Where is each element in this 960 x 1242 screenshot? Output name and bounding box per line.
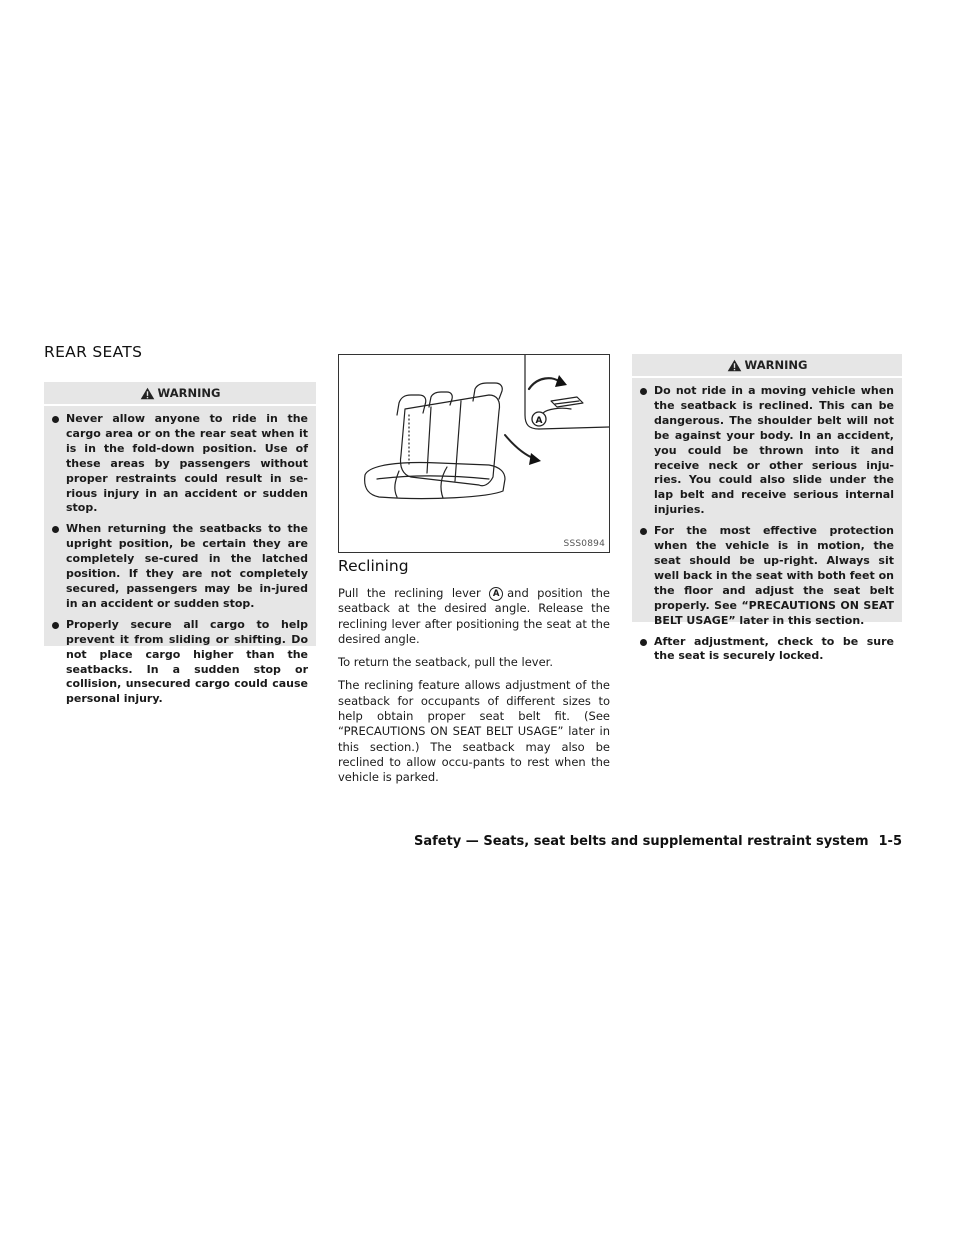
warning-item: Properly secure all cargo to help prevent it from sliding or shifting. Do not place cargo higher than the seatbacks. In a sudden stop or collision, unsecured cargo could cause personal injury. [50, 618, 308, 707]
warning-item: For the most effective protection when the vehicle is in motion, the seat should be up-right. Always sit well back in the seat with both feet on the floor and adjust the seat belt properly. See “PRECAUTIONS ON SEAT BELT USAGE” later in this section. [638, 524, 894, 628]
paragraph: The reclining feature allows adjustment of the seatback for occupants of different sizes to help obtain proper seat belt fit. (See “PRECAUTIONS ON SEAT BELT USAGE” later in this section.) The seatback may also be reclined to allow occu-pants to rest when the vehicle is parked. [338, 678, 610, 785]
warning-box-reclining [632, 354, 902, 663]
warning-box-rear-seats [44, 382, 316, 706]
bullet-icon [52, 526, 59, 533]
warning-item: After adjustment, check to be sure the seat is securely locked. [638, 635, 894, 665]
section-title: REAR SEATS [44, 343, 143, 361]
warning-heading [632, 354, 902, 376]
warning-list [632, 378, 902, 672]
reclining-text [338, 586, 610, 794]
warning-heading [44, 382, 316, 404]
footer-text: Safety — Seats, seat belts and supplemental restraint system [413, 834, 869, 849]
bullet-icon [640, 388, 647, 395]
bullet-icon [640, 528, 647, 535]
page-footer [414, 834, 902, 849]
warning-item: Never allow anyone to ride in the cargo area or on the rear seat when it is in the fold-down position. Use of these areas by passengers without proper restraints could result in se-rious injury in an accident or sudden stop. [50, 412, 308, 516]
paragraph: Pull the reclining lever A and position the seatback at the desired angle. Release the reclining lever after positioning the seat at the desired angle. [338, 586, 610, 646]
warning-heading-label: WARNING [744, 358, 808, 372]
figure-code: SSS0894 [563, 539, 605, 549]
warning-heading-label: WARNING [157, 386, 221, 400]
page-number: 1-5 [878, 834, 902, 849]
bullet-icon [52, 622, 59, 629]
warning-list [44, 406, 316, 715]
warning-item: Do not ride in a moving vehicle when the seatback is reclined. This can be dangerous. The shoulder belt will not be against your body. In an accident, you could be thrown into it and receive neck or other serious inju-ries. You could also slide under the lap belt and receive serious internal injuries. [638, 384, 894, 518]
bullet-icon [640, 639, 647, 646]
warning-item: When returning the seatbacks to the upright position, be certain they are completely se-cured in the latched position. If they are not completely secured, passengers may be in-jured in an accident or sudden stop. [50, 522, 308, 611]
rear-seat-illustration [338, 354, 610, 553]
warning-triangle-icon [140, 387, 155, 400]
callout-a-icon: A [489, 587, 503, 601]
subheading-reclining: Reclining [338, 557, 409, 575]
paragraph: To return the seatback, pull the lever. [338, 655, 554, 670]
callout-a-label: A [535, 416, 543, 426]
warning-triangle-icon [727, 359, 742, 372]
bullet-icon [52, 416, 59, 423]
rear-seat-drawing [339, 355, 609, 552]
